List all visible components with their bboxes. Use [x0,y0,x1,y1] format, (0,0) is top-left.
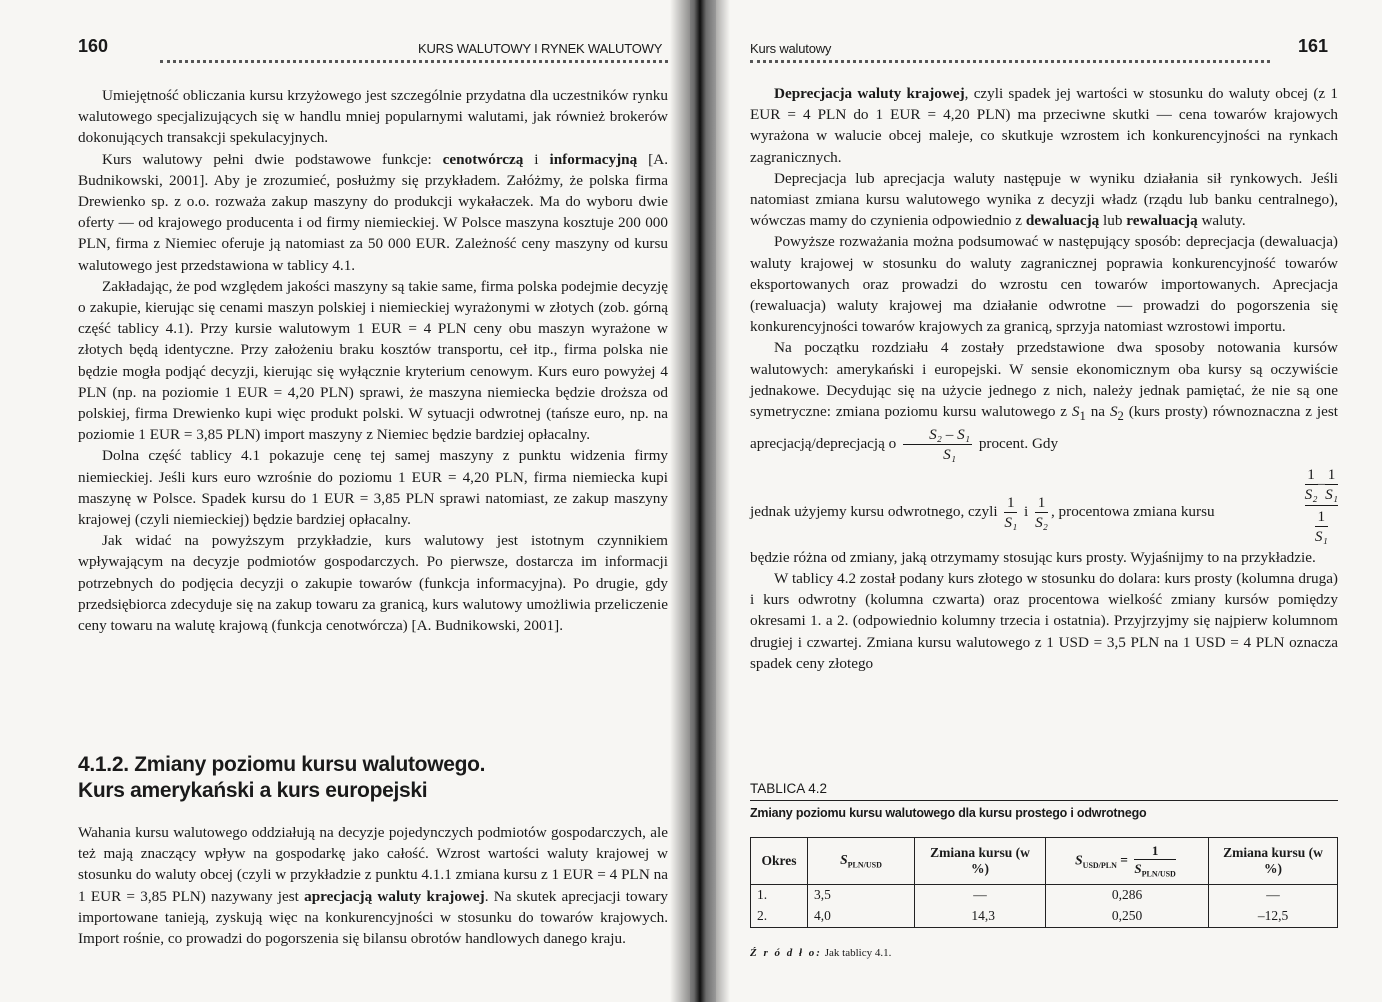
col-zmiana-1: Zmiana kursu (w %) [915,838,1046,885]
paragraph: Kurs walutowy pełni dwie podstawowe funkcje: cenotwórczą i informacyjną [A. Budnikowski, 2001]. Aby je zrozumieć, posłużmy się przykładem. Załóżmy, że polska firma Drewienko sp. z o.o. rozważa zakup maszyny do produkcji wykałaczek. Ma do wyboru dwie oferty — od krajowego producenta i od firmy niemieckiej. W Polsce maszyna kosztuje 200 000 PLN, firma z Niemiec oferuje ją natomiast za 50 000 EUR. Zależność ceny maszyny od kursu walutowego jest przedstawiona w tablicy 4.1. [78,150,668,274]
col-s-usdpln: $S_{USD/PLN}$ = $\frac{1}{S_{PLN/USD}}$ [1046,838,1209,885]
col-okres: Okres [751,838,808,885]
left-page-number: 160 [78,36,109,56]
table-label: TABLICA 4.2 [750,781,828,796]
left-body-section [78,822,668,949]
paragraph: W tablicy 4.2 został podany kurs złotego w stosunku do dolara: kurs prosty (kolumna druga) i kurs odwrotny (kolumna czwarta) oraz procentowa wielkość zmiany kursów pomiędzy okresami 1. a 2. (odpowiednio kolumny trzecia i ostatnia). Przyjrzyjmy się najpierw kolumnom drugiej i czwartej. Zmiana kursu walutowego z 1 USD = 3,5 PLN na 1 USD = 4 PLN oznacza spadek ceny złotego [750,569,1338,672]
paragraph: Wahania kursu walutowego oddziałują na decyzje pojedynczych podmiotów gospodarczych, ale też mają znaczący wpływ na gospodarkę jako całość. Wzrost wartości waluty krajowej w stosunku do waluty obcej (czyli w przykładzie z punktu 4.1.1 zmiana kursu z 1 EUR = 4 PLN na 1 EUR = 3,85 PLN) nazywany jest aprecjacją waluty krajowej. Na skutek aprecjacji towary importowane tanieją, zyskują więc na konkurencyjności w stosunku do towarów krajowych. Import rośnie, co prowadzi do pogorszenia się bilansu obrotów handlowych danego kraju. [78,824,668,948]
inverse-rate-formula-line: jednak użyjemy kursu odwrotnego, czyli $\frac{1}{\text{S₁}}$ i $\frac{1}{\text{S₂}}$ , procentowa zmiana kursu $\frac{1}{\text{S₂}}$ – $\frac{1}{\text{S₁}}$ $\frac{1}{\text{S₁}}$ [750,465,1338,546]
paragraph: Umiejętność obliczania kursu krzyżowego jest szczególnie przydatna dla uczestników rynku walutowego specjalizujących się w handlu mniej popularnymi walutami, jak również brokerów dokonujących transakcji spekulacyjnych. [78,87,668,147]
header-rule-left [160,60,668,66]
exchange-rate-table [750,837,1338,928]
col-s-plnusd: $S_{PLN/USD}$ [808,838,915,885]
percent-change-fraction: $\frac{\text{S₂ – S₁}}{\text{S₁}}$ [903,427,972,462]
inverse-percent-fraction: $\frac{1}{\text{S₂}}$ – $\frac{1}{\text{S₁}}$ $\frac{1}{\text{S₁}}$ [1304,465,1338,546]
paragraph: Deprecjacja lub aprecjacja waluty następuje w wyniku działania sił rynkowych. Jeśli natomiast zmiana kursu walutowego wynika z decyzji władz (rządu lub banku centralnego), wówczas mamy do czynienia odpowiednio z dewaluacją lub rewaluacją waluty. [750,169,1338,230]
paragraph: Zakładając, że pod względem jakości maszyny są takie same, firma polska podejmie decyzję o zakupie, kierując się cenami maszyn polskiej i niemieckiej wyrażonymi w złotych (zob. górną część tablicy 4.1). Przy kursie walutowym 1 EUR = 4 PLN ceny obu maszyn wyrażone w złotych będą identyczne. Przy założeniu braku kosztów transportu, ceł itp., firma polska nie będzie mogła podjąć decyzji, kierując się wyłącznie kryterium cenowym. Kurs euro powyżej 4 PLN (np. na poziomie 1 EUR = 4,20 PLN) sprawi, że maszyna niemiecka będzie droższa od polskiej, firma Drewienko kupi więc produkt polski. W sytuacji odwrotnej (tańsze euro, np. na poziomie 1 EUR = 3,85 PLN) import maszyny z Niemiec będzie bardziej opłacalny. [78,277,668,444]
right-running-head: Kurs walutowy [750,41,832,56]
left-running-head: KURS WALUTOWY I RYNEK WALUTOWY [418,41,663,56]
paragraph: Na początku rozdziału 4 zostały przedstawione dwa sposoby notowania kursów walutowych: amerykański i europejski. W sensie ekonomicznym oba kursy są oczywiście jednakowe. Decydując się na użycie jednego z nich, należy jednak pamiętać, że nie są one symetryczne: zmiana poziomu kursu walutowego z $S_1$ na $S_2$ (kurs prosty) równoznaczna z jest aprecjacją/deprecjacją o $\frac{\text{S₂ – S₁}}{\text{S₁}}$ procent. Gdy [750,339,1338,464]
paragraph: Jak widać na powyższym przykładzie, kurs walutowy jest istotnym czynnikiem wpływającym na decyzje podmiotów gospodarczych. Po pierwsze, dostarcza im informacji potrzebnych do podjęcia decyzji o zakupie towarów (funkcja informacyjna). Po drugie, gdy przedsiębiorca zdecyduje się na zakup towaru za granicą, kurs walutowy umożliwia przeliczenie ceny towaru na walutę krajową (funkcja cenotwórcza) [A. Budnikowski, 2001]. [78,532,668,635]
col-zmiana-2: Zmiana kursu (w %) [1209,838,1338,885]
paragraph: będzie różna od zmiany, jaką otrzymamy stosując kurs prosty. Wyjaśnijmy to na przykładzie. [750,548,1316,566]
table-source-note: Ź r ó d ł o: Jak tablicy 4.1. [750,947,892,959]
left-body [78,85,668,636]
right-body [750,83,1338,674]
left-page [0,0,690,1002]
table-row: 1. 3,5 — 0,286 — [751,885,1338,906]
header-rule-right [750,60,1270,66]
paragraph: Dolna część tablicy 4.1 pokazuje cenę tej samej maszyny z punktu widzenia firmy niemieckiej. Jeśli kurs euro wzrośnie do poziomu 1 EUR = 4,20 PLN, firma niemiecka kupi maszynę w Polsce. Spadek kursu do 1 EUR = 3,85 PLN sprawi natomiast, ze zakup maszyny krajowej (czyli niemieckiej) będzie bardziej opłacalny. [78,447,668,529]
fraction-1-over-s1: $\frac{1}{\text{S₁}}$ [1004,493,1018,531]
section-heading: 4.1.2. Zmiany poziomu kursu walutowego. Kurs amerykański a kurs europejski [78,753,486,802]
paragraph: Deprecjacja waluty krajowej, czyli spadek jej wartości w stosunku do waluty obcej (z 1 EUR = 4 PLN do 1 EUR = 4,20 PLN) ma przeciwne skutki — cena towarów krajowych wyrażona w walucie obcej maleje, co skutkuje wzrostem ich konkurencyjności na rynkach zagranicznych. [750,85,1338,166]
right-page-number: 161 [1298,36,1329,56]
book-gutter-shadow [670,0,730,1002]
table-header-row [751,838,1338,885]
fraction-1-over-s2: $\frac{1}{\text{S₂}}$ [1035,493,1048,531]
table-rule [750,800,1338,801]
table-row: 2. 4,0 14,3 0,250 –12,5 [751,905,1338,928]
table-caption: Zmiany poziomu kursu walutowego dla kursu prostego i odwrotnego [750,806,1147,820]
paragraph: Powyższe rozważania można podsumować w następujący sposób: deprecjacja (dewaluacja) waluty krajowej w stosunku do waluty zagranicznej poprawia konkurencyjność towarów eksportowanych oraz prowadzi do wzrostu cen towarów importowanych. Aprecjacja (rewaluacja) waluty krajowej ma działanie odwrotne — prowadzi do pogorszenia się konkurencyjności towarów krajowych za granicą, sprzyja natomiast wzrostowi importu. [750,233,1338,336]
